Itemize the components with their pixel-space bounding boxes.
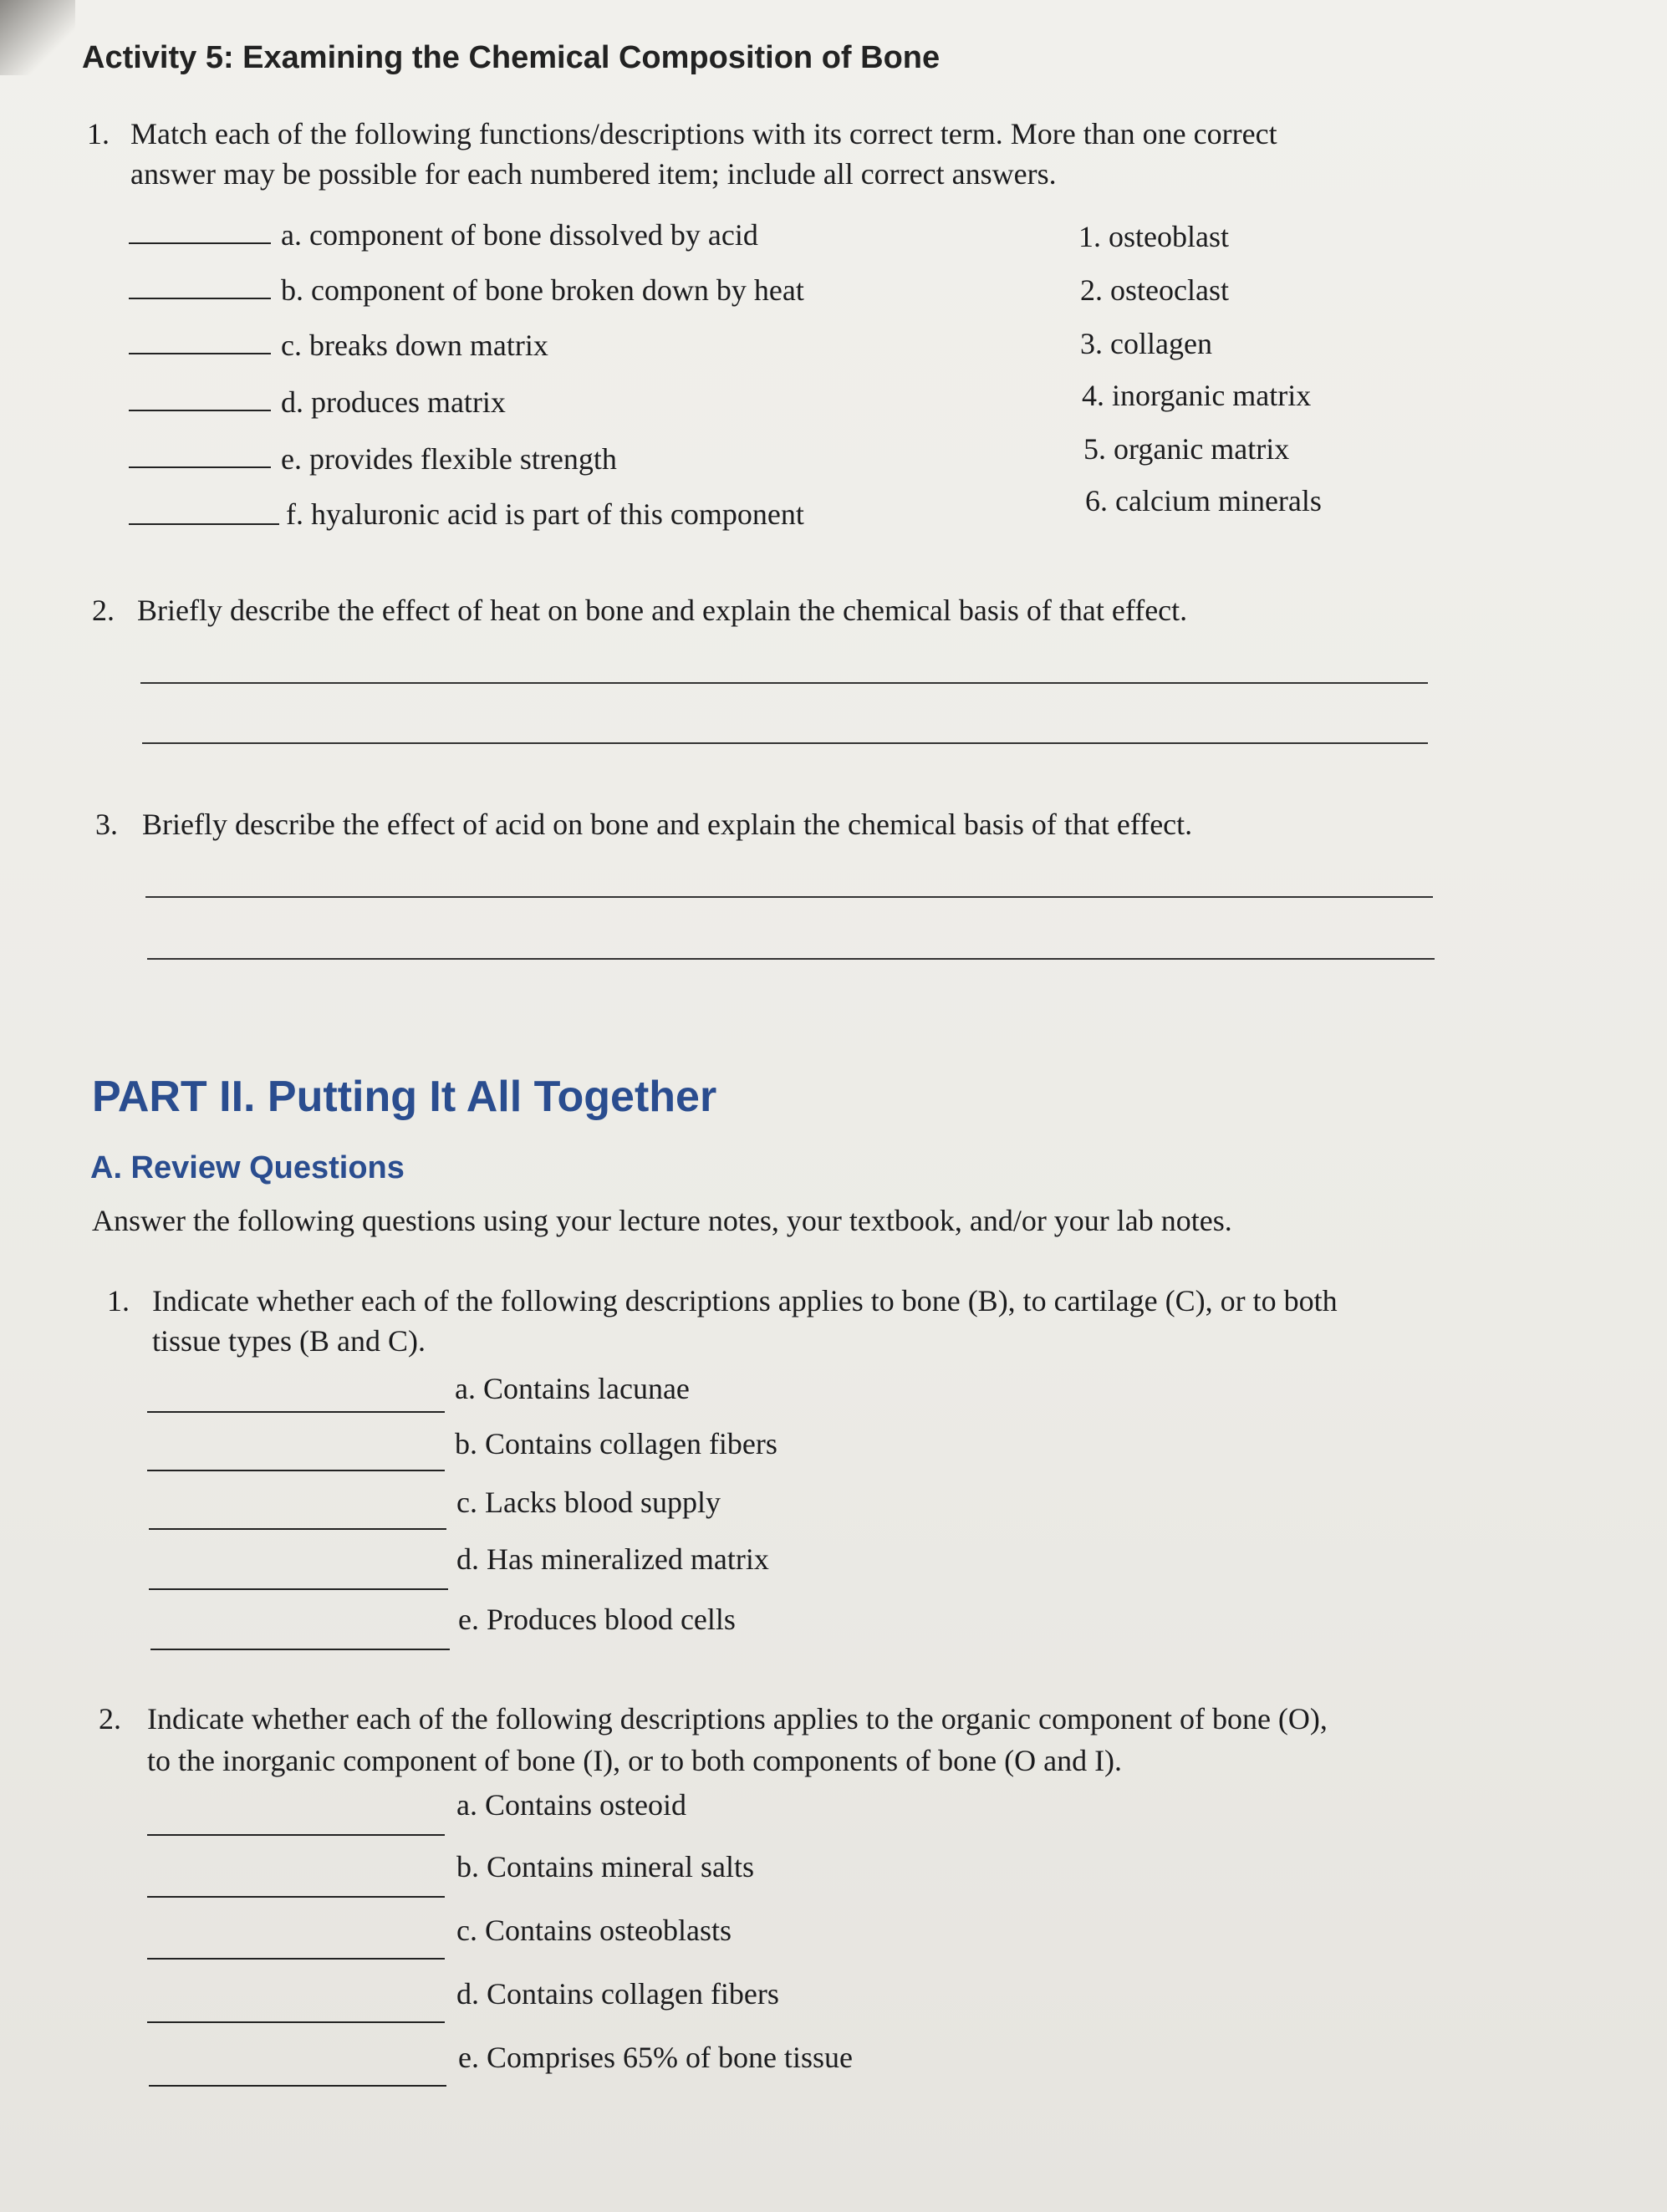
answer-blank-f[interactable] [129,523,279,525]
activity-q1-text-line2: answer may be possible for each numbered item; include all correct answers. [130,157,1057,191]
bc-item-c: c. Lacks blood supply [456,1486,721,1519]
oi-blank-e[interactable] [149,2085,446,2087]
oi-item-a: a. Contains osteoid [456,1788,686,1822]
term-2: 2. osteoclast [1080,273,1229,307]
oi-blank-b[interactable] [147,1896,445,1898]
bc-blank-b[interactable] [147,1470,445,1471]
activity-q1-number: 1. [87,117,110,150]
activity-q1-text-line1: Match each of the following functions/descriptions with its correct term. More than one correct [130,117,1277,150]
activity-title: Activity 5: Examining the Chemical Composition of Bone [82,40,941,75]
answer-blank-c[interactable] [129,353,271,354]
oi-blank-c[interactable] [147,1958,445,1960]
bc-item-d: d. Has mineralized matrix [456,1542,769,1576]
oi-blank-d[interactable] [147,2021,445,2023]
term-4: 4. inorganic matrix [1082,379,1312,412]
part-title: PART II. Putting It All Together [92,1073,717,1121]
term-3: 3. collagen [1080,327,1212,360]
part2-q1-number: 1. [107,1284,130,1318]
bc-blank-d[interactable] [149,1588,448,1590]
part2-q2-text-line1: Indicate whether each of the following descriptions applies to the organic component of bone (O), [147,1702,1328,1735]
oi-item-b: b. Contains mineral salts [456,1850,754,1883]
description-f: f. hyaluronic acid is part of this component [286,497,804,531]
bc-blank-e[interactable] [150,1649,450,1650]
term-6: 6. calcium minerals [1085,484,1322,517]
answer-blank-d[interactable] [129,410,271,411]
activity-q2-text: Briefly describe the effect of heat on bone and explain the chemical basis of that effect. [137,594,1188,627]
oi-item-c: c. Contains osteoblasts [456,1914,732,1947]
q3-answer-line-1[interactable] [145,896,1433,898]
description-e: e. provides flexible strength [281,442,617,476]
part2-q1-text-line2: tissue types (B and C). [152,1324,426,1358]
bc-blank-a[interactable] [147,1411,445,1413]
part2-intro: Answer the following questions using your lecture notes, your textbook, and/or your lab notes. [92,1204,1232,1237]
activity-q2-number: 2. [92,594,115,627]
bc-blank-c[interactable] [149,1528,446,1530]
q2-answer-line-2[interactable] [142,742,1428,744]
part2-q2-number: 2. [99,1702,121,1735]
bc-item-a: a. Contains lacunae [455,1372,690,1405]
description-c: c. breaks down matrix [281,329,548,362]
section-title: A. Review Questions [90,1150,405,1185]
answer-blank-a[interactable] [129,242,271,244]
part2-q2-text-line2: to the inorganic component of bone (I), or to both components of bone (O and I). [147,1744,1123,1777]
oi-blank-a[interactable] [147,1834,445,1836]
part2-q1-text-line1: Indicate whether each of the following descriptions applies to bone (B), to cartilage (C), or to both [152,1284,1338,1318]
q2-answer-line-1[interactable] [140,682,1428,684]
term-5: 5. organic matrix [1083,432,1290,466]
description-b: b. component of bone broken down by heat [281,273,804,307]
answer-blank-e[interactable] [129,466,271,468]
activity-q3-number: 3. [95,808,118,841]
oi-item-d: d. Contains collagen fibers [456,1977,779,2011]
answer-blank-b[interactable] [129,298,271,299]
q3-answer-line-2[interactable] [147,958,1435,960]
activity-q3-text: Briefly describe the effect of acid on bone and explain the chemical basis of that effect. [142,808,1193,841]
term-1: 1. osteoblast [1078,220,1229,253]
oi-item-e: e. Comprises 65% of bone tissue [458,2041,853,2074]
description-d: d. produces matrix [281,385,506,419]
bc-item-e: e. Produces blood cells [458,1603,736,1636]
description-a: a. component of bone dissolved by acid [281,218,758,252]
bc-item-b: b. Contains collagen fibers [455,1427,777,1460]
page-corner-shadow [0,0,75,75]
